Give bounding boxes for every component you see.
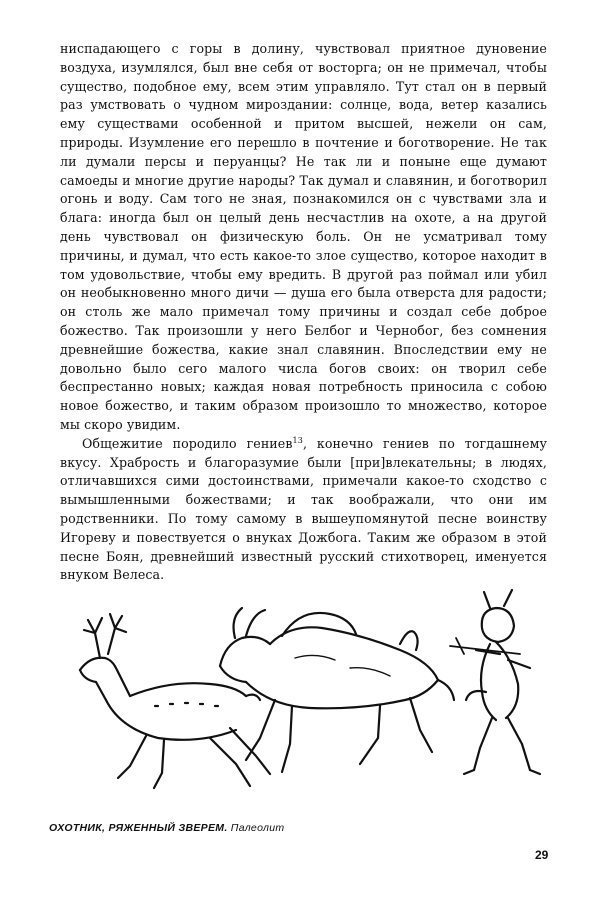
caption-period: Палеолит [230, 822, 285, 834]
paragraph-1: ниспадающего с горы в долину, чувствовал приятное дуновение воздуха, изумлялся, был вне себя от восторга; он не примечал, чтобы существо, подобное ему, всем этим управляло. Тут стал он в первый раз умствовать о чудном мироздании: солнце, вода, ветер казались ему существами особенной и притом высшей, нежели он сам, природы. Изумление его перешло в почтение и боготворение. Не так ли думали персы и перуанцы? Не так ли и поныне еще думают самоеды и многие другие народы? Так думал и славянин, и боготворил огонь и воду. Сам того не зная, познакомился он с чувствами зла и блага: иногда был он целый день несчастлив на охоте, а на другой день чувствовал он физическую боль. Он не усматривал тому причины, и думал, что есть какое-то злое существо, которое находит в том удовольствие, чтобы ему вредить. В другой раз поймал или убил он необыкновенно много дичи — душа его была отверста для радости; он столь же мало примечал тому причины и создал себе доброе божество. Так произошли у него Белбог и Чернобог, без сомнения древнейшие божества, какие знал славянин. Впоследствии ему не довольно было сего малого числа богов своих: он творил себе беспрестанно новых; каждая новая потребность приносила с собою новое божество, и таким образом произошло то множество, которое мы скоро увидим. [60, 41, 547, 432]
illustration-caption [49, 822, 284, 834]
deer-figure [80, 614, 270, 788]
page-number: 29 [535, 848, 549, 862]
cave-painting-illustration [60, 588, 560, 798]
paragraph-2-rest: , конечно гениев по тогдашнему вкусу. Храбрость и благоразумие были [при]влекательны; в людях, отличавшихся сими достоинствами, примечали какое-то сходство с вымышленными божествами; и так воображали, что они им родственники. По тому самому в вышеупомянутой песне воинству Игореву и повествуется о внуках Дожбога. Таким же образом в этой песне Боян, древнейший известный русский стихотворец, именуется внуком Велеса. [60, 435, 547, 583]
caption-title: ОХОТНИК, РЯЖЕННЫЙ ЗВЕРЕМ. [49, 822, 228, 834]
paragraph-2-start: Общежитие породило гениев [82, 435, 293, 451]
body-text [60, 40, 547, 585]
footnote-ref: 13 [292, 435, 303, 445]
hunter-figure [450, 590, 540, 774]
paragraph-2 [60, 435, 547, 585]
bison-figure [220, 608, 454, 772]
